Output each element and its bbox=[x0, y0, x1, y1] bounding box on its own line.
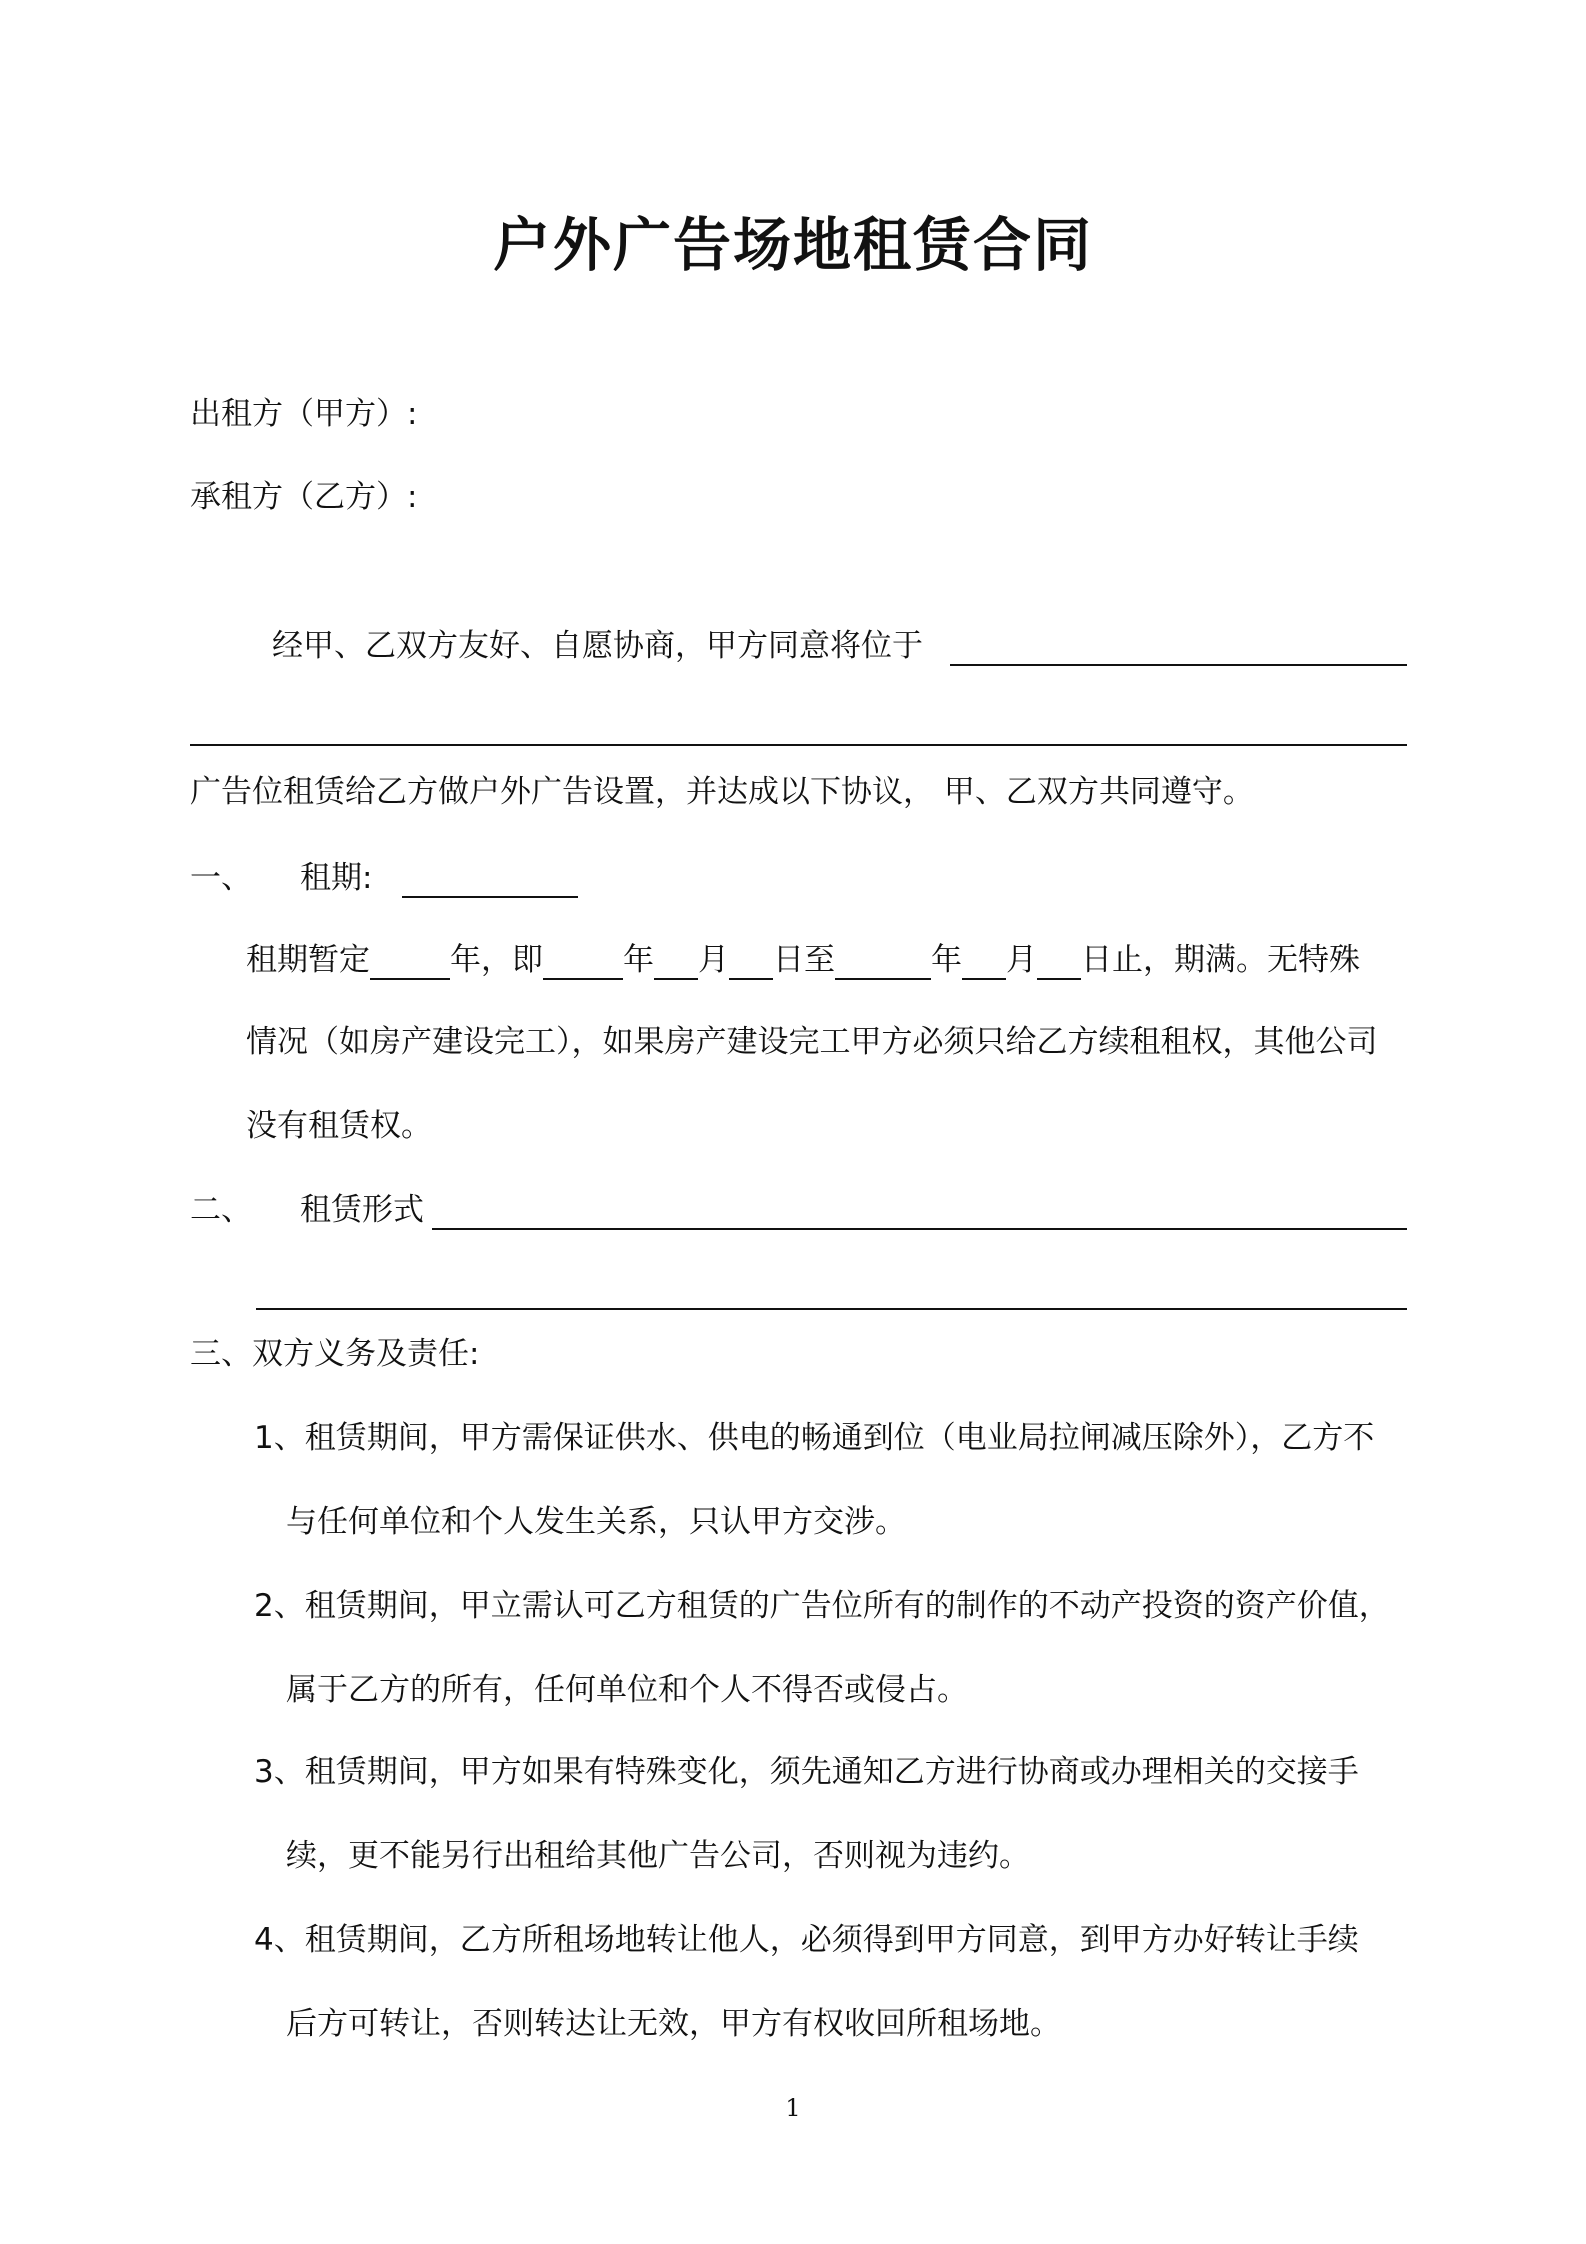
section-3-heading: 三、双方义务及责任: bbox=[190, 1336, 480, 1372]
location-blank-2 bbox=[190, 744, 1407, 746]
lease-form-blank-2 bbox=[256, 1308, 1407, 1310]
start-day-blank bbox=[729, 944, 773, 980]
term-blank bbox=[402, 896, 578, 898]
obligation-4-line-2: 后方可转让，否则转达让无效，甲方有权收回所租场地。 bbox=[286, 2006, 1061, 2042]
term-line-1 bbox=[246, 940, 1360, 980]
obligation-3-line-2: 续，更不能另行出租给其他广告公司，否则视为违约。 bbox=[286, 1838, 1030, 1874]
obligation-4-line-1: 4、租赁期间，乙方所租场地转让他人，必须得到甲方同意，到甲方办好转让手续 bbox=[254, 1922, 1359, 1958]
term-text-f: 年 bbox=[931, 942, 962, 978]
lessor-label: 出租方（甲方）: bbox=[190, 396, 418, 432]
end-month-blank bbox=[962, 944, 1006, 980]
section-1-label: 租期: bbox=[300, 860, 373, 896]
page-number: 1 bbox=[785, 2094, 801, 2122]
term-text-h: 日止，期满。无特殊 bbox=[1081, 942, 1360, 978]
term-line-3: 没有租赁权。 bbox=[246, 1108, 432, 1144]
obligation-3-line-1: 3、租赁期间，甲方如果有特殊变化，须先通知乙方进行协商或办理相关的交接手 bbox=[254, 1754, 1359, 1790]
term-text-d: 月 bbox=[698, 942, 729, 978]
term-text-e: 日至 bbox=[773, 942, 835, 978]
intro-text-1: 经甲、乙双方友好、自愿协商，甲方同意将位于 bbox=[272, 628, 923, 664]
end-year-blank bbox=[835, 944, 931, 980]
years-blank bbox=[370, 944, 450, 980]
obligation-1-line-2: 与任何单位和个人发生关系，只认甲方交涉。 bbox=[286, 1504, 906, 1540]
term-text-g: 月 bbox=[1006, 942, 1037, 978]
obligation-2-line-2: 属于乙方的所有，任何单位和个人不得否或侵占。 bbox=[286, 1672, 968, 1708]
term-line-2: 情况（如房产建设完工），如果房产建设完工甲方必须只给乙方续租租权，其他公司 bbox=[246, 1024, 1378, 1060]
term-text-a: 租期暂定 bbox=[246, 942, 370, 978]
term-text-c: 年 bbox=[623, 942, 654, 978]
start-month-blank bbox=[654, 944, 698, 980]
end-day-blank bbox=[1037, 944, 1081, 980]
obligation-1-line-1: 1、租赁期间，甲方需保证供水、供电的畅通到位（电业局拉闸减压除外），乙方不 bbox=[254, 1420, 1375, 1456]
term-text-b: 年，即 bbox=[450, 942, 543, 978]
intro-text-2: 广告位租赁给乙方做户外广告设置，并达成以下协议， 甲、乙双方共同遵守。 bbox=[190, 774, 1254, 810]
document-title: 户外广告场地租赁合同 bbox=[492, 211, 1093, 279]
section-1-number: 一、 bbox=[190, 860, 252, 896]
section-2-number: 二、 bbox=[190, 1192, 252, 1228]
section-2-label: 租赁形式 bbox=[300, 1192, 424, 1228]
lessee-label: 承租方（乙方）: bbox=[190, 479, 418, 515]
lease-form-blank-1 bbox=[432, 1228, 1407, 1230]
obligation-2-line-1: 2、租赁期间，甲立需认可乙方租赁的广告位所有的制作的不动产投资的资产价值， bbox=[254, 1588, 1390, 1624]
location-blank-1 bbox=[950, 664, 1407, 666]
start-year-blank bbox=[543, 944, 623, 980]
